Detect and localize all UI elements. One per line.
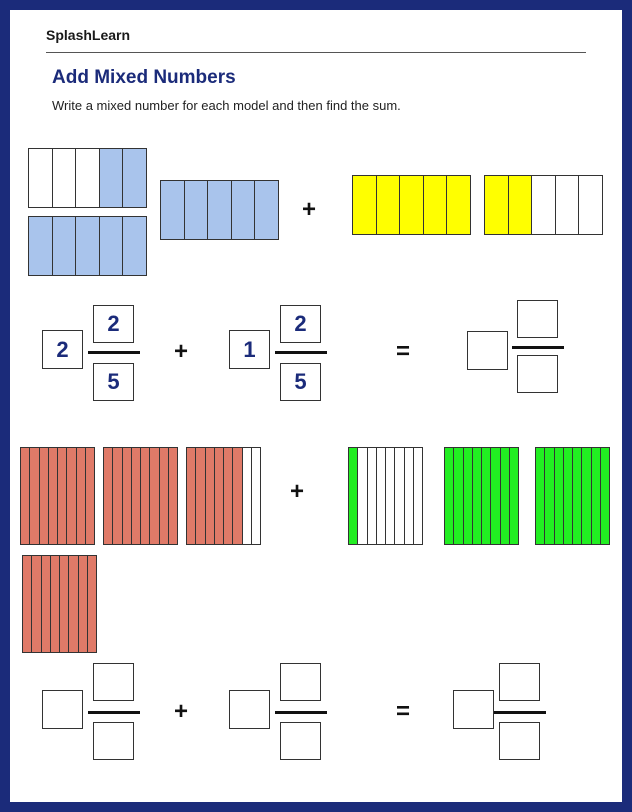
unshaded-part	[386, 448, 395, 544]
shaded-part	[573, 448, 582, 544]
shaded-part	[215, 448, 224, 544]
shaded-part	[79, 556, 88, 652]
shaded-part	[400, 176, 424, 234]
shaded-part	[123, 217, 146, 275]
p1-model-4	[352, 175, 471, 235]
shaded-part	[424, 176, 448, 234]
brand-logo: SplashLearn	[46, 27, 131, 43]
shaded-part	[67, 448, 76, 544]
p1-model-1	[28, 148, 147, 208]
p1-addend1-whole[interactable]: 2	[42, 330, 83, 369]
p1-answer-numerator[interactable]	[517, 300, 558, 338]
unshaded-part	[243, 448, 252, 544]
shaded-part	[485, 176, 509, 234]
shaded-part	[29, 217, 53, 275]
instructions: Write a mixed number for each model and then find the sum.	[52, 98, 401, 113]
shaded-part	[30, 448, 39, 544]
p2-equals: =	[396, 698, 411, 725]
shaded-part	[224, 448, 233, 544]
shaded-part	[187, 448, 196, 544]
p2-addend2-denominator[interactable]	[280, 722, 321, 760]
p2-model-plus: +	[290, 478, 305, 505]
shaded-part	[161, 181, 185, 239]
p2-addend1-whole[interactable]	[42, 690, 83, 729]
p2-model-4	[22, 555, 97, 653]
shaded-part	[491, 448, 500, 544]
p2-answer-whole[interactable]	[453, 690, 494, 729]
shaded-part	[141, 448, 150, 544]
p2-model-1	[20, 447, 95, 545]
shaded-part	[501, 448, 510, 544]
shaded-part	[582, 448, 591, 544]
shaded-part	[169, 448, 177, 544]
shaded-part	[86, 448, 94, 544]
shaded-part	[255, 181, 278, 239]
shaded-part	[564, 448, 573, 544]
unshaded-part	[556, 176, 580, 234]
p1-model-2	[28, 216, 147, 276]
shaded-part	[104, 448, 113, 544]
p2-plus: +	[174, 698, 189, 725]
shaded-part	[196, 448, 205, 544]
shaded-part	[150, 448, 159, 544]
shaded-part	[132, 448, 141, 544]
shaded-part	[21, 448, 30, 544]
shaded-part	[377, 176, 401, 234]
unshaded-part	[579, 176, 602, 234]
p1-addend2-numerator[interactable]: 2	[280, 305, 321, 343]
shaded-part	[185, 181, 209, 239]
shaded-part	[60, 556, 69, 652]
unshaded-part	[414, 448, 422, 544]
unshaded-part	[368, 448, 377, 544]
shaded-part	[100, 149, 124, 207]
shaded-part	[206, 448, 215, 544]
p2-addend2-numerator[interactable]	[280, 663, 321, 701]
shaded-part	[100, 217, 124, 275]
p1-answer-whole[interactable]	[467, 331, 508, 370]
shaded-part	[447, 176, 470, 234]
p1-addend1-denominator[interactable]: 5	[93, 363, 134, 401]
shaded-part	[555, 448, 564, 544]
shaded-part	[445, 448, 454, 544]
shaded-part	[32, 556, 41, 652]
header-divider	[46, 52, 586, 53]
p1-plus: +	[174, 338, 189, 365]
p1-addend1-numerator[interactable]: 2	[93, 305, 134, 343]
p2-model-5	[348, 447, 423, 545]
shaded-part	[53, 217, 77, 275]
shaded-part	[510, 448, 518, 544]
shaded-part	[58, 448, 67, 544]
unshaded-part	[53, 149, 77, 207]
shaded-part	[88, 556, 96, 652]
unshaded-part	[532, 176, 556, 234]
shaded-part	[76, 217, 100, 275]
p1-addend1-fraction-bar	[88, 351, 140, 354]
page-title: Add Mixed Numbers	[52, 67, 236, 88]
shaded-part	[123, 448, 132, 544]
shaded-part	[77, 448, 86, 544]
shaded-part	[160, 448, 169, 544]
unshaded-part	[358, 448, 367, 544]
unshaded-part	[29, 149, 53, 207]
shaded-part	[51, 556, 60, 652]
shaded-part	[353, 176, 377, 234]
shaded-part	[232, 181, 256, 239]
p1-model-plus: +	[302, 196, 317, 223]
unshaded-part	[377, 448, 386, 544]
shaded-part	[233, 448, 242, 544]
shaded-part	[42, 556, 51, 652]
shaded-part	[454, 448, 463, 544]
p2-addend2-fraction-bar	[275, 711, 327, 714]
p1-addend2-fraction-bar	[275, 351, 327, 354]
p2-model-7	[535, 447, 610, 545]
shaded-part	[123, 149, 146, 207]
p1-addend2-denominator[interactable]: 5	[280, 363, 321, 401]
p2-addend1-numerator[interactable]	[93, 663, 134, 701]
p2-answer-fraction-bar	[494, 711, 546, 714]
unshaded-part	[395, 448, 404, 544]
shaded-part	[349, 448, 358, 544]
shaded-part	[482, 448, 491, 544]
shaded-part	[601, 448, 609, 544]
shaded-part	[473, 448, 482, 544]
p1-answer-fraction-bar	[512, 346, 564, 349]
shaded-part	[464, 448, 473, 544]
shaded-part	[592, 448, 601, 544]
p1-equals: =	[396, 338, 411, 365]
p1-answer-denominator[interactable]	[517, 355, 558, 393]
shaded-part	[49, 448, 58, 544]
shaded-part	[208, 181, 232, 239]
shaded-part	[40, 448, 49, 544]
shaded-part	[536, 448, 545, 544]
p2-addend1-denominator[interactable]	[93, 722, 134, 760]
p1-model-3	[160, 180, 279, 240]
p2-model-2	[103, 447, 178, 545]
p2-model-3	[186, 447, 261, 545]
p2-answer-denominator[interactable]	[499, 722, 540, 760]
p2-answer-numerator[interactable]	[499, 663, 540, 701]
shaded-part	[545, 448, 554, 544]
worksheet	[10, 10, 622, 802]
shaded-part	[113, 448, 122, 544]
unshaded-part	[405, 448, 414, 544]
p1-model-5	[484, 175, 603, 235]
unshaded-part	[76, 149, 100, 207]
shaded-part	[23, 556, 32, 652]
shaded-part	[509, 176, 533, 234]
shaded-part	[69, 556, 78, 652]
unshaded-part	[252, 448, 260, 544]
p1-addend2-whole[interactable]: 1	[229, 330, 270, 369]
p2-addend2-whole[interactable]	[229, 690, 270, 729]
p2-addend1-fraction-bar	[88, 711, 140, 714]
p2-model-6	[444, 447, 519, 545]
